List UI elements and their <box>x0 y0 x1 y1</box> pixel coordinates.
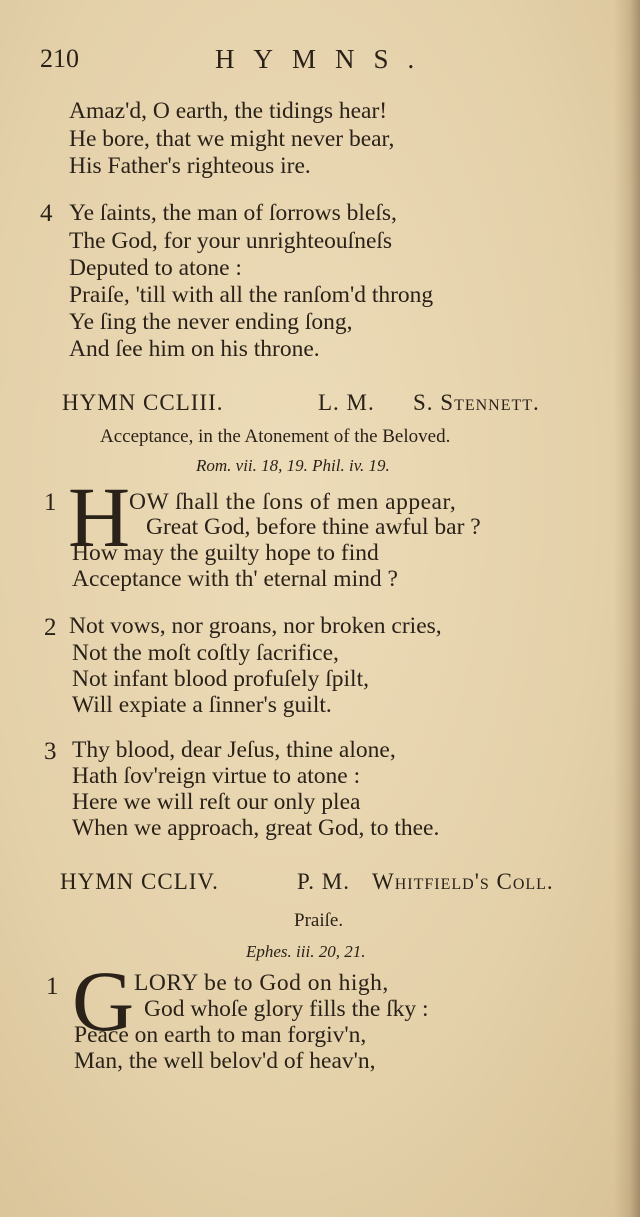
verse-line: Thy blood, dear Jeſus, thine alone, <box>72 737 396 763</box>
stanza-number: 4 <box>40 200 53 227</box>
running-title: HYMNS. <box>215 44 434 74</box>
verse-line: And ſee him on his throne. <box>69 336 320 362</box>
hymn-subtitle: Acceptance, in the Atonement of the Beloved. <box>100 426 451 447</box>
verse-line: Acceptance with th' eternal mind ? <box>72 566 398 592</box>
verse-line: Not vows, nor groans, nor broken cries, <box>69 613 442 639</box>
hymn-author: Whitfield's Coll. <box>372 869 554 894</box>
verse-line: Ye ſaints, the man of ſorrows bleſs, <box>69 200 397 226</box>
hymn-author-wrap <box>413 390 540 416</box>
verse-line: Hath ſov'reign virtue to atone : <box>72 763 361 789</box>
verse-line: His Father's righteous ire. <box>69 153 311 179</box>
verse-line: The God, for your unrighteouſneſs <box>69 228 393 254</box>
hymn-number: HYMN CCLIV. <box>60 869 219 894</box>
scripture-reference: Rom. vii. 18, 19. Phil. iv. 19. <box>196 456 390 475</box>
verse-line: OW ſhall the ſons of men appear, <box>129 489 457 515</box>
verse-line: God whoſe glory fills the ſky : <box>144 996 429 1022</box>
verse-line: Amaz'd, O earth, the tidings hear! <box>69 98 388 124</box>
verse-line: He bore, that we might never bear, <box>69 126 395 152</box>
drop-cap: G <box>72 953 135 1049</box>
hymn-meter: L. M. <box>318 390 375 415</box>
verse-line: Peace on earth to man forgiv'n, <box>74 1022 367 1048</box>
stanza-number: 1 <box>44 489 57 516</box>
verse-line: Not the moſt coſtly ſacrifice, <box>72 640 339 666</box>
running-head <box>0 44 640 80</box>
verse-line: Not infant blood profuſely ſpilt, <box>72 666 369 692</box>
verse-line: Here we will reſt our only plea <box>72 789 361 815</box>
verse-line: Praiſe, 'till with all the ranſom'd throng <box>69 282 434 308</box>
hymn-meter: P. M. <box>297 869 350 894</box>
page-edge-shadow <box>614 0 640 1217</box>
hymn-author: S. Stennett. <box>413 390 540 415</box>
scripture-reference: Ephes. iii. 20, 21. <box>246 942 366 961</box>
verse-line: Will expiate a ſinner's guilt. <box>72 692 332 718</box>
verse-line: Deputed to atone : <box>69 255 242 281</box>
verse-line: Great God, before thine awful bar ? <box>146 514 481 540</box>
stanza-number: 1 <box>46 973 59 1000</box>
verse-line: When we approach, great God, to thee. <box>72 815 440 841</box>
drop-cap: H <box>68 469 131 565</box>
stanza-number: 3 <box>44 738 57 765</box>
stanza-number: 2 <box>44 614 57 641</box>
verse-line: Man, the well belov'd of heav'n, <box>74 1048 376 1074</box>
hymn-number: HYMN CCLIII. <box>62 390 224 415</box>
verse-line: LORY be to God on high, <box>134 970 389 996</box>
page-number: 210 <box>40 44 79 73</box>
hymn-heading <box>62 390 224 416</box>
verse-line: Ye ſing the never ending ſong, <box>69 309 353 335</box>
hymn-subtitle: Praiſe. <box>294 910 344 931</box>
verse-line: How may the guilty hope to find <box>72 540 379 566</box>
hymn-author-wrap <box>372 869 554 895</box>
